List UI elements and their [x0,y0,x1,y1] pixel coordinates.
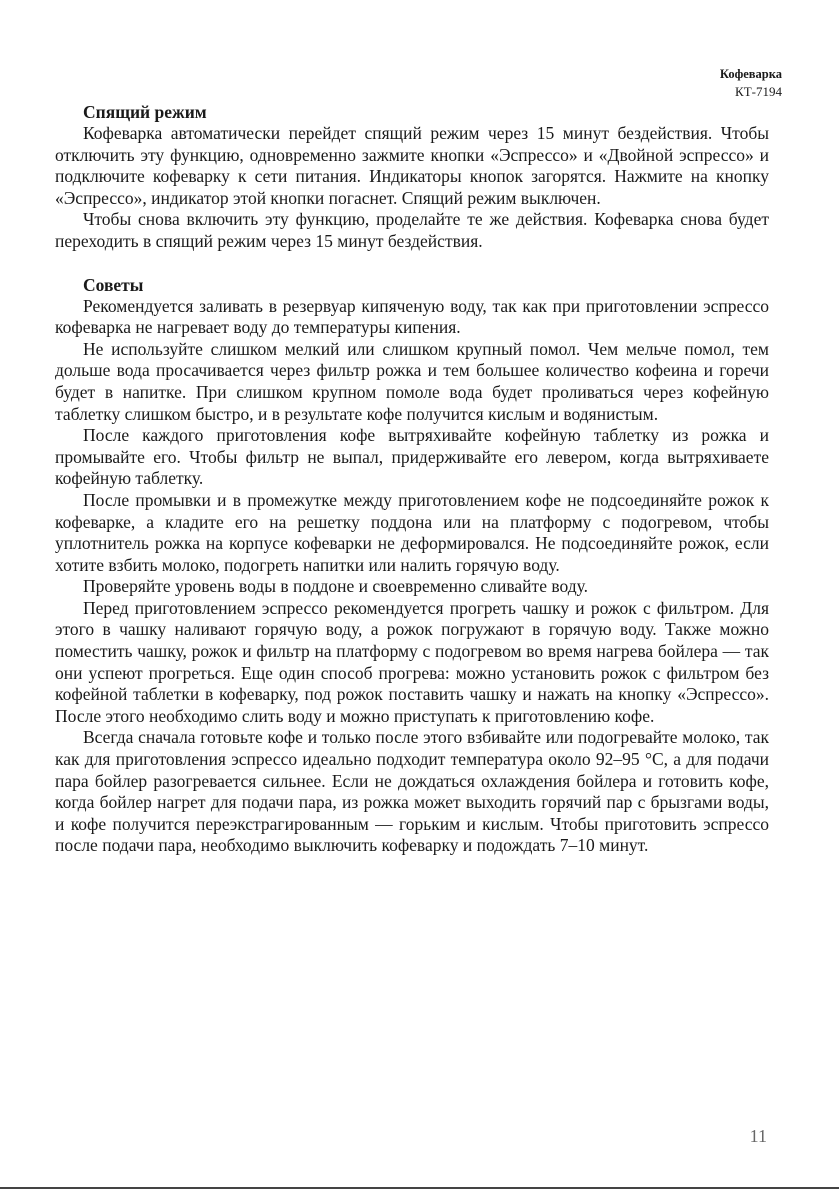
section-spacer [55,253,769,274]
paragraph: После каждого приготовления кофе вытряхивайте кофейную таблетку из рожка и промывайте его. Чтобы фильтр не выпал, придерживайте его левером, когда вытряхиваете кофейную таблетку. [55,425,769,489]
section-sleep-mode [55,101,769,253]
page-body [55,101,769,857]
paragraph: После промывки и в промежутке между приготовлением кофе не подсоединяйте рожок к кофеварке, а кладите его на решетку поддона или на платформу с подогревом, чтобы уплотнитель рожка на корпусе кофеварки не деформировался. Не подсоединяйте рожок, если хотите взбить молоко, подогреть напитки или налить горячую воду. [55,489,769,575]
running-header [720,66,782,100]
section-title-sleep-mode: Спящий режим [83,102,207,122]
paragraph: Рекомендуется заливать в резервуар кипяченую воду, так как при приготовлении эспрессо кофеварка не нагревает воду до температуры кипения. [55,295,769,338]
section-title-tips: Советы [83,274,144,295]
paragraph: Кофеварка автоматически перейдет спящий режим через 15 минут бездействия. Чтобы отключить эту функцию, одновременно зажмите кнопки «Эспрессо» и «Двойной эспрессо» и подключите кофеварку к сети питания. Индикаторы кнопок загорятся. Нажмите на кнопку «Эспрессо», индикатор этой кнопки погаснет. Спящий режим выключен. [55,123,769,208]
paragraph: Всегда сначала готовьте кофе и только после этого взбивайте или подогревайте молоко, так как для приготовления эспрессо идеально подходит температура около 92–95 °С, а для подачи пара бойлер разогревается сильнее. Если не дождаться охлаждения бойлера и готовить кофе, когда бойлер нагрет для подачи пара, из рожка может выходить горячий пар с брызгами воды, и кофе получится переэкстрагированным — горьким и кислым. Чтобы приготовить эспрессо после подачи пара, необходимо выключить кофеварку и подождать 7–10 минут. [55,727,769,856]
header-product-name: Кофеварка [719,67,782,81]
page-bottom-rule [0,1187,839,1189]
paragraph: Перед приготовлением эспрессо рекомендуется прогреть чашку и рожок с фильтром. Для этого в чашку наливают горячую воду, а рожок погружают в горячую воду. Также можно поместить чашку, рожок и фильтр на платформу с подогревом во время нагрева бойлера — так они успеют прогреться. Еще один способ прогрева: можно установить рожок с фильтром без кофейной таблетки в кофеварку, под рожок поставить чашку и нажать на кнопку «Эспрессо». После этого необходимо слить воду и можно приступать к приготовлению кофе. [55,597,769,726]
paragraph: Проверяйте уровень воды в поддоне и своевременно сливайте воду. [83,576,589,597]
section-tips [55,274,769,857]
paragraph: Не используйте слишком мелкий или слишком крупный помол. Чем мельче помол, тем дольше вода просачивается через фильтр рожка и тем большее количество кофеина и горечи будет в напитке. При слишком крупном помоле вода будет проливаться через кофейную таблетку слишком быстро, и в результате кофе получится кислым и водянистым. [55,338,769,424]
page-number: 11 [749,1126,767,1146]
header-model-number: КТ-7194 [735,84,782,99]
paragraph: Чтобы снова включить эту функцию, проделайте те же действия. Кофеварка снова будет переходить в спящий режим через 15 минут бездействия. [55,209,769,251]
